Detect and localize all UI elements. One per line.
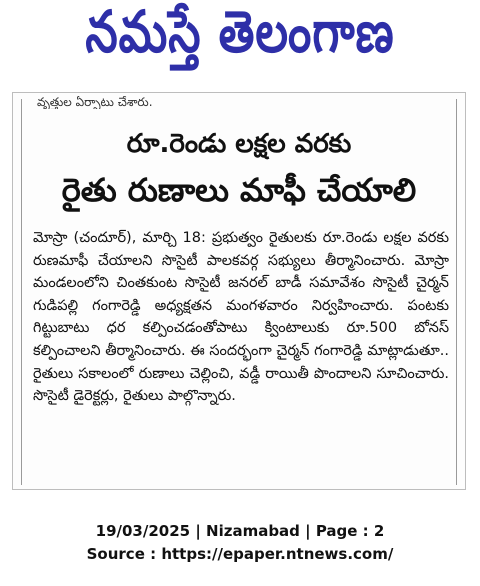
article-body: మోస్రా (చందూర్), మార్చి 18: ప్రభుత్వం రైతులకు రూ.రెండు లక్షల వరకు రుణమాఫీ చేయాలని సొసైటీ పాలకవర్గ సభ్యులు తీర్మానించారు. మోస్రా మండలంలోని చింతకుంట సొసైటీ జనరల్ బాడీ సమావేశం సొసైటీ చైర్మన్ గుడిపల్లి గంగారెడ్డి అధ్యక్షతన మంగళవారం నిర్వహించారు. పంటకు గిట్టుబాటు ధర కల్పించడంతోపాటు క్వింటాలుకు రూ.500 బోనస్ కల్పించాలని తీర్మానించారు. ఈ సందర్భంగా చైర్మన్ గంగారెడ్డి మాట్లాడుతూ.. రైతులు సకాలంలో రుణాలు చెల్లించి, వడ్డీ రాయితీ పొందాలని సూచించారు. సొసైటీ డైరెక్టర్లు, రైతులు పాల్గొన్నారు. — [33, 230, 449, 405]
article-clipping — [12, 92, 466, 490]
edition-info: 19/03/2025 | Nizamabad | Page : 2 — [95, 522, 385, 540]
headline-line-1: రూ.రెండు లక్షల వరకు — [126, 129, 352, 159]
previous-article-fragment: వృత్తుల ఏర్పాటు చేశారు. — [37, 95, 153, 109]
masthead-title: నమస్తే తెలంగాణ — [85, 0, 395, 66]
headline-line-2: రైతు రుణాలు మాఫీ చేయాలి — [61, 171, 417, 209]
source-link[interactable]: Source : https://epaper.ntnews.com/ — [86, 545, 394, 563]
newspaper-masthead — [0, 0, 480, 78]
